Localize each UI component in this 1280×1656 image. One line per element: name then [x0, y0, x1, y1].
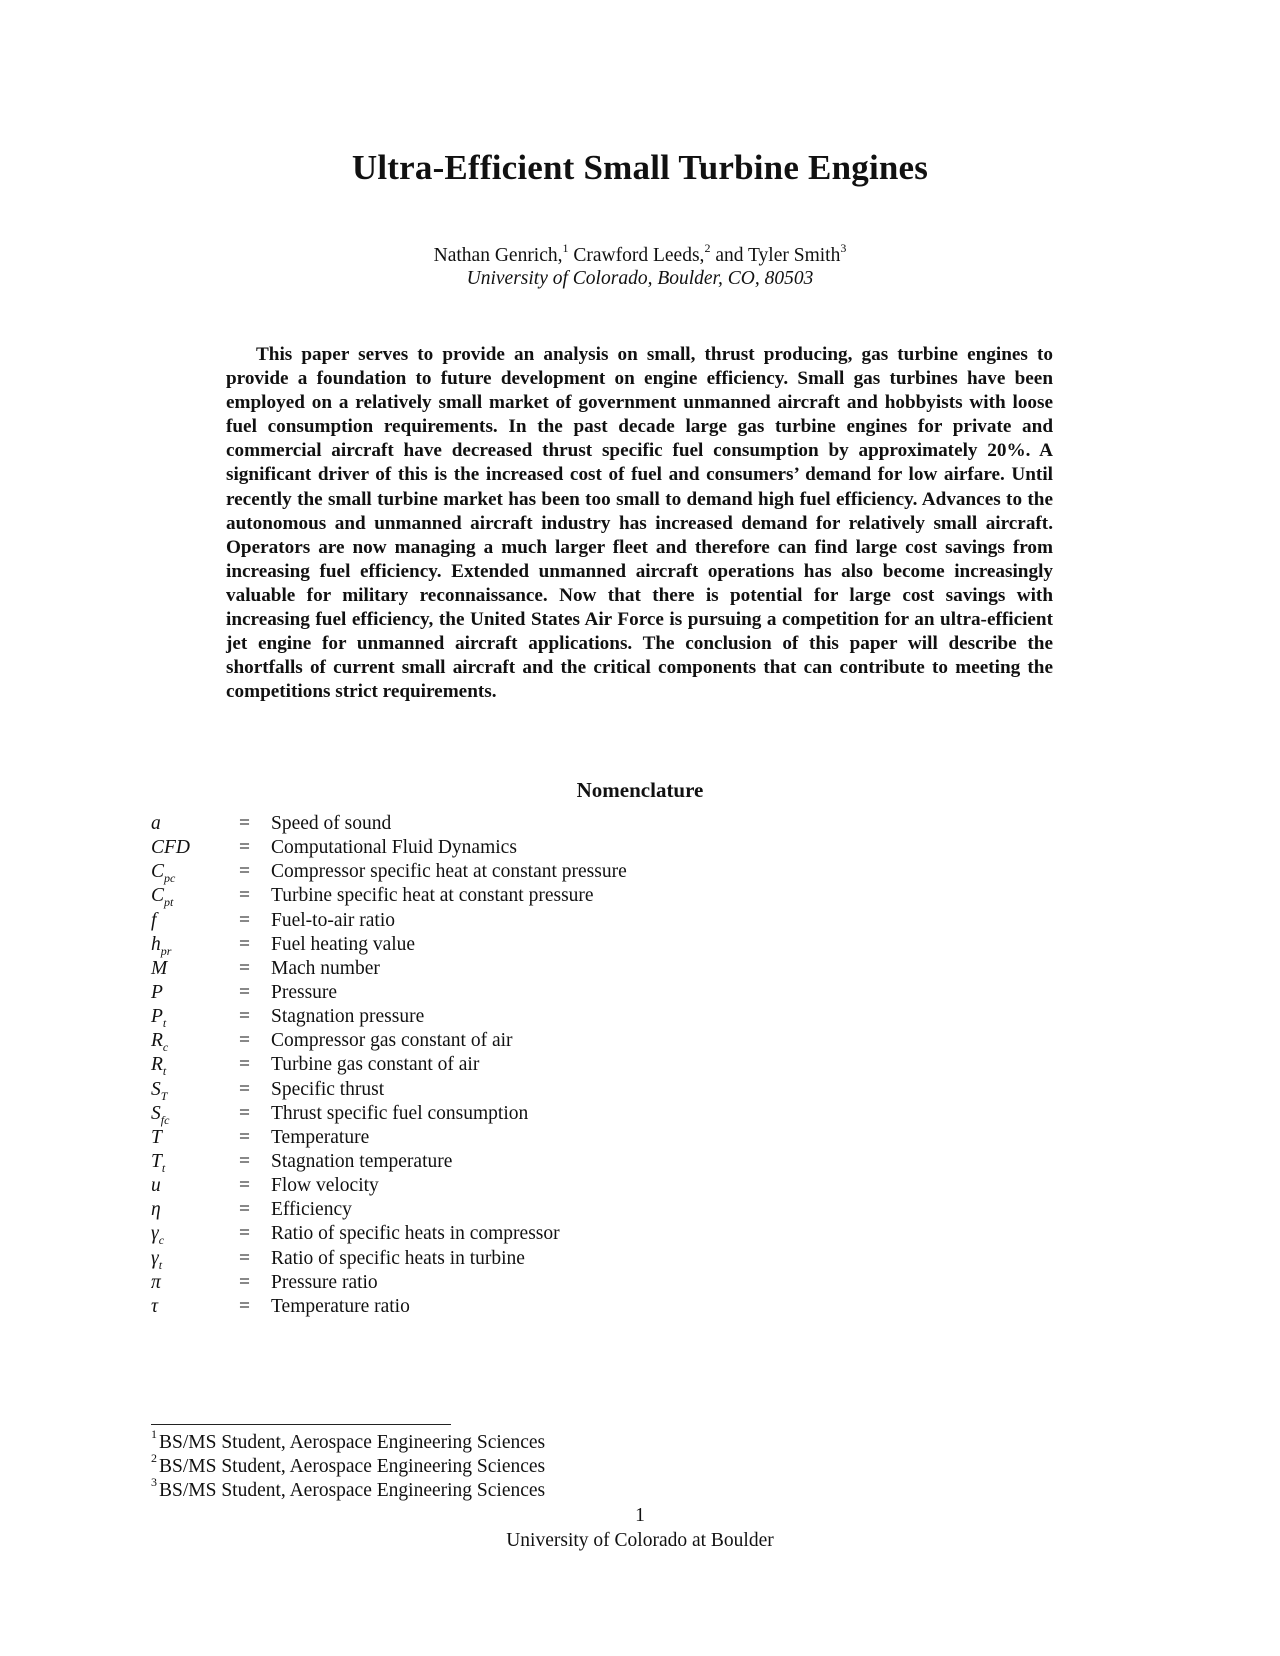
nomenclature-list	[151, 812, 851, 1319]
nomenclature-row	[151, 860, 851, 884]
equals-sign: =	[239, 1247, 250, 1269]
equals-sign: =	[239, 1295, 250, 1317]
author-footnote-mark: 2	[704, 241, 711, 255]
nomenclature-symbol	[151, 884, 173, 908]
symbol-subscript: T	[160, 1088, 168, 1103]
nomenclature-symbol	[151, 981, 163, 1005]
nomenclature-row	[151, 1150, 851, 1174]
symbol-base: C	[151, 885, 165, 907]
nomenclature-row	[151, 1005, 851, 1029]
symbol-subscript: c	[158, 1233, 165, 1248]
nomenclature-definition: Ratio of specific heats in turbine	[271, 1247, 525, 1269]
nomenclature-symbol	[151, 1078, 167, 1102]
symbol-base: a	[151, 813, 161, 834]
equals-sign: =	[239, 933, 250, 955]
nomenclature-definition: Turbine gas constant of air	[271, 1054, 480, 1076]
nomenclature-symbol	[151, 1102, 169, 1126]
nomenclature-definition: Ratio of specific heats in compressor	[271, 1223, 560, 1245]
symbol-base: u	[151, 1175, 161, 1197]
nomenclature-symbol	[151, 1029, 168, 1053]
nomenclature-row	[151, 1198, 851, 1222]
symbol-subscript: c	[162, 1040, 169, 1055]
symbol-base: T	[151, 1150, 162, 1172]
author-name: Crawford Leeds,	[573, 245, 705, 266]
footnote-divider	[151, 1424, 451, 1425]
nomenclature-row	[151, 1247, 851, 1271]
symbol-subscript: t	[162, 1016, 167, 1031]
nomenclature-symbol	[151, 933, 171, 957]
symbol-base: T	[151, 1126, 162, 1148]
nomenclature-row	[151, 1126, 851, 1150]
equals-sign: =	[239, 1223, 250, 1245]
nomenclature-definition: Compressor gas constant of air	[271, 1030, 513, 1052]
equals-sign: =	[239, 957, 250, 979]
nomenclature-symbol	[151, 1053, 166, 1077]
author-footnote-mark: 3	[840, 241, 847, 255]
symbol-subscript: pr	[160, 943, 172, 958]
nomenclature-definition: Temperature	[271, 1126, 370, 1148]
nomenclature-symbol	[151, 1222, 164, 1246]
nomenclature-symbol	[151, 812, 161, 836]
nomenclature-definition: Fuel-to-air ratio	[271, 909, 395, 931]
symbol-base: γ	[151, 1247, 159, 1269]
nomenclature-row	[151, 1222, 851, 1246]
footnote	[151, 1451, 546, 1479]
equals-sign: =	[239, 1175, 250, 1197]
equals-sign: =	[239, 1199, 250, 1221]
equals-sign: =	[239, 909, 250, 931]
equals-sign: =	[239, 1102, 250, 1124]
abstract: This paper serves to provide an analysis on small, thrust producing, gas turbine engines to provide a foundation to future development on engine efficiency. Small gas turbines have been employed on a relatively small market of government unmanned aircraft and hobbyists with loose fuel consumption requirements. In the past decade large gas turbine engines for private and commercial aircraft have decreased thrust specific fuel consumption by approximately 20%. A significant driver of this is the increased cost of fuel and consumers’ demand for low airfare. Until recently the small turbine market has been too small to demand high fuel efficiency. Advances to the autonomous and unmanned aircraft industry has increased demand for relatively small aircraft. Operators are now managing a much larger fleet and therefore can find large cost savings from increasing fuel efficiency. Extended unmanned aircraft operations has also become increasingly valuable for military reconnaissance. Now that there is potential for large cost savings with increasing fuel efficiency, the United States Air Force is pursuing a competition for an ultra-efficient jet engine for unmanned aircraft applications. The conclusion of this paper will describe the shortfalls of current small aircraft and the critical components that can contribute to meeting the competitions strict requirements.	[226, 344, 1053, 703]
nomenclature-definition: Thrust specific fuel consumption	[271, 1102, 529, 1124]
symbol-base: R	[151, 1054, 163, 1076]
footnote	[151, 1475, 546, 1503]
footnotes	[151, 1427, 546, 1504]
equals-sign: =	[239, 1126, 250, 1148]
symbol-base: P	[151, 1006, 163, 1028]
symbol-base: γ	[151, 1223, 159, 1245]
symbol-base: M	[151, 957, 168, 979]
nomenclature-row	[151, 1029, 851, 1053]
symbol-subscript: t	[158, 1257, 163, 1272]
nomenclature-definition: Pressure ratio	[271, 1271, 378, 1293]
nomenclature-definition: Computational Fluid Dynamics	[271, 837, 517, 859]
symbol-base: S	[151, 1102, 161, 1124]
nomenclature-row	[151, 909, 851, 933]
footnote-mark: 2	[151, 1451, 157, 1466]
nomenclature-definition: Pressure	[271, 981, 338, 1003]
footnote-text: BS/MS Student, Aerospace Engineering Sciences	[159, 1456, 546, 1478]
symbol-base: η	[151, 1199, 161, 1221]
nomenclature-definition: Stagnation temperature	[271, 1150, 453, 1172]
nomenclature-heading: Nomenclature	[576, 778, 704, 802]
nomenclature-row	[151, 957, 851, 981]
symbol-base: h	[151, 933, 161, 955]
symbol-subscript: fc	[160, 1112, 170, 1127]
author-name: and Tyler Smith	[715, 245, 841, 266]
nomenclature-symbol	[151, 1271, 161, 1295]
footnote	[151, 1427, 546, 1455]
author-name: Nathan Genrich,	[433, 245, 563, 266]
symbol-base: f	[151, 909, 157, 931]
symbol-subscript: pc	[164, 871, 176, 886]
nomenclature-definition: Efficiency	[271, 1199, 352, 1221]
nomenclature-symbol	[151, 957, 167, 981]
nomenclature-symbol	[151, 860, 175, 884]
nomenclature-symbol	[151, 1126, 162, 1150]
symbol-base: R	[151, 1030, 163, 1052]
equals-sign: =	[239, 813, 250, 834]
symbol-base: P	[151, 981, 163, 1003]
symbol-subscript: t	[162, 1064, 167, 1079]
nomenclature-row	[151, 1053, 851, 1077]
nomenclature-definition: Specific thrust	[271, 1078, 385, 1100]
footnote-mark: 3	[151, 1475, 157, 1490]
footnote-text: BS/MS Student, Aerospace Engineering Sciences	[159, 1480, 546, 1502]
nomenclature-row	[151, 1078, 851, 1102]
equals-sign: =	[239, 1271, 250, 1293]
equals-sign: =	[239, 1030, 250, 1052]
nomenclature-row	[151, 1271, 851, 1295]
nomenclature-row	[151, 836, 851, 860]
nomenclature-row	[151, 1174, 851, 1198]
nomenclature-row	[151, 884, 851, 908]
footnote-mark: 1	[151, 1427, 157, 1441]
equals-sign: =	[239, 1078, 250, 1100]
symbol-subscript: t	[161, 1160, 166, 1175]
nomenclature-row	[151, 1295, 851, 1319]
nomenclature-definition: Turbine specific heat at constant pressure	[271, 885, 594, 907]
symbol-base: C	[151, 861, 165, 883]
nomenclature-definition: Temperature ratio	[271, 1295, 410, 1317]
nomenclature-symbol	[151, 1150, 165, 1174]
nomenclature-symbol	[151, 1174, 161, 1198]
nomenclature-definition: Compressor specific heat at constant pressure	[271, 861, 627, 883]
symbol-subscript: pt	[164, 895, 174, 910]
symbol-base: τ	[151, 1295, 158, 1317]
nomenclature-definition: Fuel heating value	[271, 933, 416, 955]
page-footer: University of Colorado at Boulder	[506, 1530, 774, 1551]
nomenclature-symbol	[151, 1295, 158, 1319]
nomenclature-definition: Flow velocity	[271, 1175, 379, 1197]
author-line	[0, 241, 1280, 268]
nomenclature-row	[151, 933, 851, 957]
equals-sign: =	[239, 861, 250, 883]
nomenclature-definition: Speed of sound	[271, 813, 392, 834]
nomenclature-row	[151, 812, 851, 836]
affiliation: University of Colorado, Boulder, CO, 80503	[466, 268, 814, 289]
equals-sign: =	[239, 1054, 250, 1076]
nomenclature-symbol	[151, 836, 190, 860]
symbol-base: CFD	[151, 837, 190, 859]
nomenclature-symbol	[151, 909, 156, 933]
nomenclature-symbol	[151, 1247, 162, 1271]
nomenclature-definition: Stagnation pressure	[271, 1006, 425, 1028]
equals-sign: =	[239, 981, 250, 1003]
author-footnote-mark: 1	[562, 241, 569, 255]
page-number: 1	[635, 1505, 645, 1526]
equals-sign: =	[239, 1006, 250, 1028]
nomenclature-row	[151, 1102, 851, 1126]
equals-sign: =	[239, 1150, 250, 1172]
equals-sign: =	[239, 885, 250, 907]
nomenclature-definition: Mach number	[271, 957, 380, 979]
nomenclature-row	[151, 981, 851, 1005]
equals-sign: =	[239, 837, 250, 859]
paper-title: Ultra-Efficient Small Turbine Engines	[351, 148, 929, 187]
symbol-base: S	[151, 1078, 161, 1100]
nomenclature-symbol	[151, 1198, 161, 1222]
nomenclature-symbol	[151, 1005, 166, 1029]
symbol-base: π	[151, 1271, 161, 1293]
footnote-text: BS/MS Student, Aerospace Engineering Sciences	[159, 1432, 546, 1453]
